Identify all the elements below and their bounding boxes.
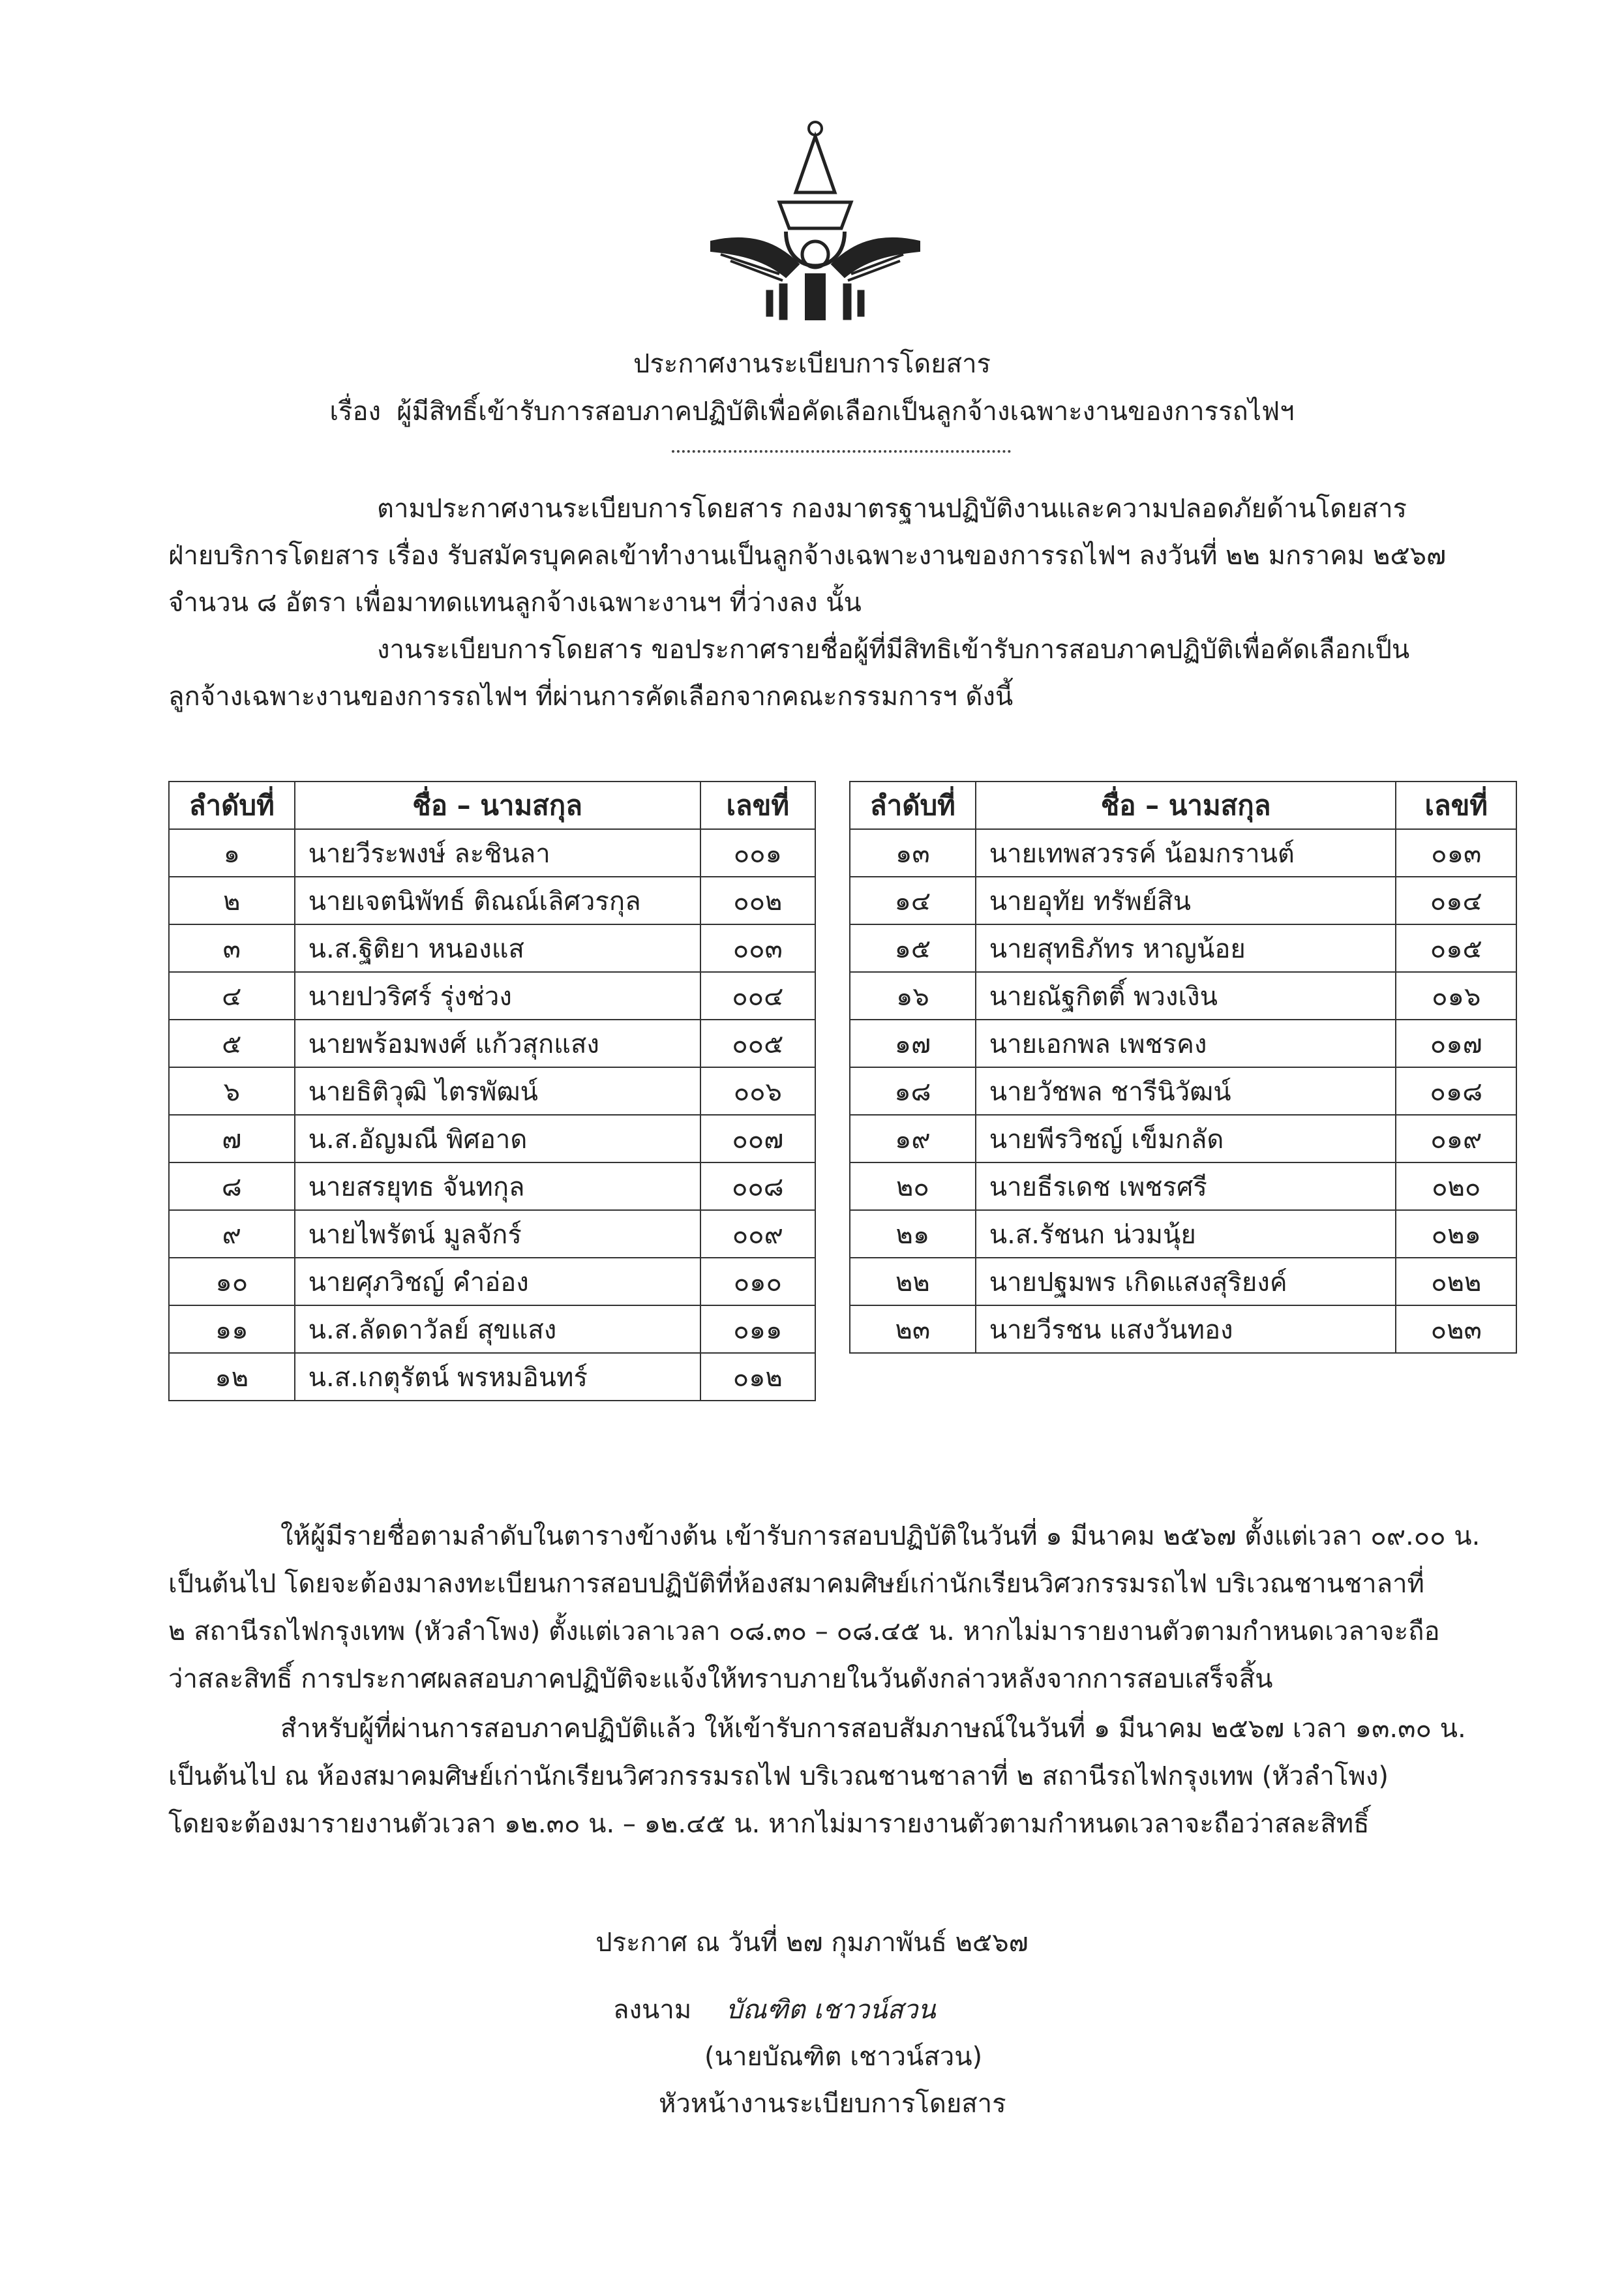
row-number: ๐๒๒ — [1396, 1258, 1516, 1305]
row-number: ๐๑๗ — [1396, 1020, 1516, 1067]
intro-line-4: งานระเบียบการโดยสาร ขอประกาศรายชื่อผู้ที่มีสิทธิเข้ารับการสอบภาคปฏิบัติเพื่อคัดเลือกเป็น — [377, 635, 1410, 665]
intro-line-5: ลูกจ้างเฉพาะงานของการรถไฟฯ ที่ผ่านการคัดเลือกจากคณะกรรมการฯ ดังนี้ — [168, 682, 1014, 712]
table-row — [850, 1258, 1516, 1305]
table-row — [850, 1115, 1516, 1162]
document-title: ประกาศงานระเบียบการโดยสาร — [633, 349, 991, 379]
signer-position: หัวหน้างานระเบียบการโดยสาร — [659, 2089, 1006, 2119]
row-order: ๘ — [169, 1162, 295, 1210]
row-order: ๑๙ — [850, 1115, 976, 1162]
table-row — [850, 924, 1516, 972]
row-order: ๒ — [169, 877, 295, 924]
row-order: ๑๘ — [850, 1067, 976, 1115]
table-header-row — [169, 782, 815, 829]
body-line-4: ว่าสละสิทธิ์ การประกาศผลสอบภาคปฏิบัติจะแจ้งให้ทราบภายในวันดังกล่าวหลังจากการสอบเสร็จสิ้น — [168, 1664, 1273, 1694]
signed-label: ลงนาม — [613, 1995, 692, 2025]
row-number: ๐๐๓ — [700, 924, 815, 972]
row-number: ๐๑๒ — [700, 1353, 815, 1401]
row-name: น.ส.รัชนก น่วมนุ้ย — [976, 1210, 1396, 1258]
announce-date: ประกาศ ณ วันที่ ๒๗ กุมภาพันธ์ ๒๕๖๗ — [595, 1928, 1029, 1958]
table-row — [169, 1115, 815, 1162]
row-number: ๐๑๙ — [1396, 1115, 1516, 1162]
row-order: ๕ — [169, 1020, 295, 1067]
body-line-6: เป็นต้นไป ณ ห้องสมาคมศิษย์เก่านักเรียนวิศวกรรมรถไฟ บริเวณชานชาลาที่ ๒ สถานีรถไฟกรุงเทพ (หัวลำโพง) — [168, 1761, 1389, 1791]
row-order: ๑๖ — [850, 972, 976, 1020]
row-order: ๑๔ — [850, 877, 976, 924]
row-number: ๐๐๑ — [700, 829, 815, 877]
row-order: ๑๑ — [169, 1305, 295, 1353]
row-name: นายวีรชน แสงวันทอง — [976, 1305, 1396, 1353]
row-name: นายไพรัตน์ มูลจักร์ — [295, 1210, 700, 1258]
row-name: นายเทพสวรรค์ น้อมกรานต์ — [976, 829, 1396, 877]
row-name: นายณัฐกิตติ์ พวงเงิน — [976, 972, 1396, 1020]
header-number: เลขที่ — [700, 782, 815, 829]
table-row — [850, 972, 1516, 1020]
row-order: ๔ — [169, 972, 295, 1020]
row-name: นายเอกพล เพชรคง — [976, 1020, 1396, 1067]
row-number: ๐๑๓ — [1396, 829, 1516, 877]
row-number: ๐๑๖ — [1396, 972, 1516, 1020]
row-number: ๐๐๗ — [700, 1115, 815, 1162]
table-row — [169, 1305, 815, 1353]
row-name: นายปวริศร์ รุ่งช่วง — [295, 972, 700, 1020]
row-number: ๐๑๔ — [1396, 877, 1516, 924]
handwritten-signature: บัณฑิต เชาวน์สวน — [725, 1995, 936, 2025]
table-row — [850, 1020, 1516, 1067]
table-row — [169, 1162, 815, 1210]
table-row — [850, 877, 1516, 924]
row-name: นายวัชพล ชารีนิวัฒน์ — [976, 1067, 1396, 1115]
table-row — [169, 877, 815, 924]
row-name: นายเจตนิพัทธ์ ติณณ์เลิศวรกุล — [295, 877, 700, 924]
header-number: เลขที่ — [1396, 782, 1516, 829]
row-name: น.ส.อัญมณี พิศอาด — [295, 1115, 700, 1162]
row-order: ๑๒ — [169, 1353, 295, 1401]
row-order: ๒๒ — [850, 1258, 976, 1305]
header-name: ชื่อ – นามสกุล — [295, 782, 700, 829]
row-order: ๓ — [169, 924, 295, 972]
table-row — [850, 1162, 1516, 1210]
row-number: ๐๐๔ — [700, 972, 815, 1020]
row-number: ๐๒๓ — [1396, 1305, 1516, 1353]
table-header-row — [850, 782, 1516, 829]
row-name: นายอุทัย ทรัพย์สิน — [976, 877, 1396, 924]
table-row — [169, 1067, 815, 1115]
row-order: ๑๕ — [850, 924, 976, 972]
row-name: น.ส.ฐิติยา หนองแส — [295, 924, 700, 972]
row-order: ๑๐ — [169, 1258, 295, 1305]
row-number: ๐๐๖ — [700, 1067, 815, 1115]
row-number: ๐๐๘ — [700, 1162, 815, 1210]
subject-label: เรื่อง — [329, 397, 382, 427]
body-line-5: สำหรับผู้ที่ผ่านการสอบภาคปฏิบัติแล้ว ให้เข้ารับการสอบสัมภาษณ์ในวันที่ ๑ มีนาคม ๒๕๖๗ เวลา ๑๓.๓๐ น. — [280, 1714, 1466, 1744]
row-order: ๒๑ — [850, 1210, 976, 1258]
state-railway-emblem-icon — [708, 114, 923, 336]
signature-block — [613, 1988, 936, 2030]
row-order: ๒๓ — [850, 1305, 976, 1353]
row-name: นายธีรเดช เพชรศรี — [976, 1162, 1396, 1210]
row-order: ๒๐ — [850, 1162, 976, 1210]
intro-line-3: จำนวน ๘ อัตรา เพื่อมาทดแทนลูกจ้างเฉพาะงานฯ ที่ว่างลง นั้น — [168, 588, 862, 618]
dotted-divider — [672, 450, 1011, 453]
candidate-table-left — [168, 781, 816, 1401]
row-order: ๖ — [169, 1067, 295, 1115]
row-order: ๑๗ — [850, 1020, 976, 1067]
row-name: นายวีระพงษ์ ละชินลา — [295, 829, 700, 877]
row-number: ๐๒๐ — [1396, 1162, 1516, 1210]
table-row — [169, 1210, 815, 1258]
row-name: น.ส.ลัดดาวัลย์ สุขแสง — [295, 1305, 700, 1353]
body-line-1: ให้ผู้มีรายชื่อตามลำดับในตารางข้างต้น เข้ารับการสอบปฏิบัติในวันที่ ๑ มีนาคม ๒๕๖๗ ตั้งแต่เวลา ๐๙.๐๐ น. — [280, 1521, 1481, 1551]
table-row — [850, 1305, 1516, 1353]
table-row — [850, 829, 1516, 877]
document-subject — [0, 390, 1624, 432]
header-name: ชื่อ – นามสกุล — [976, 782, 1396, 829]
row-name: น.ส.เกตุรัตน์ พรหมอินทร์ — [295, 1353, 700, 1401]
row-number: ๐๑๘ — [1396, 1067, 1516, 1115]
table-row — [169, 972, 815, 1020]
row-number: ๐๒๑ — [1396, 1210, 1516, 1258]
row-number: ๐๑๑ — [700, 1305, 815, 1353]
row-order: ๙ — [169, 1210, 295, 1258]
body-line-3: ๒ สถานีรถไฟกรุงเทพ (หัวลำโพง) ตั้งแต่เวลาเวลา ๐๘.๓๐ – ๐๘.๔๕ น. หากไม่มารายงานตัวตามกำหนดเวลาจะถือ — [168, 1617, 1440, 1647]
table-row — [169, 1353, 815, 1401]
row-name: นายปฐมพร เกิดแสงสุริยงค์ — [976, 1258, 1396, 1305]
row-name: นายสุทธิภัทร หาญน้อย — [976, 924, 1396, 972]
row-name: นายศุภวิชญ์ คำอ่อง — [295, 1258, 700, 1305]
table-row — [169, 1258, 815, 1305]
row-number: ๐๐๙ — [700, 1210, 815, 1258]
row-name: นายธิติวุฒิ ไตรพัฒน์ — [295, 1067, 700, 1115]
header-order: ลำดับที่ — [850, 782, 976, 829]
row-order: ๗ — [169, 1115, 295, 1162]
row-number: ๐๑๐ — [700, 1258, 815, 1305]
signer-full-name: (นายบัณฑิต เชาวน์สวน) — [704, 2042, 983, 2072]
table-row — [169, 829, 815, 877]
candidate-table-right — [849, 781, 1517, 1354]
row-name: นายพร้อมพงศ์ แก้วสุกแสง — [295, 1020, 700, 1067]
table-row — [850, 1067, 1516, 1115]
row-number: ๐๑๕ — [1396, 924, 1516, 972]
subject-text: ผู้มีสิทธิ์เข้ารับการสอบภาคปฏิบัติเพื่อคัดเลือกเป็นลูกจ้างเฉพาะงานของการรถไฟฯ — [397, 397, 1295, 427]
body-line-2: เป็นต้นไป โดยจะต้องมาลงทะเบียนการสอบปฏิบัติที่ห้องสมาคมศิษย์เก่านักเรียนวิศวกรรมรถไฟ บริเวณชานชาลาที่ — [168, 1569, 1424, 1599]
row-number: ๐๐๕ — [700, 1020, 815, 1067]
intro-line-2: ฝ่ายบริการโดยสาร เรื่อง รับสมัครบุคคลเข้าทำงานเป็นลูกจ้างเฉพาะงานของการรถไฟฯ ลงวันที่ ๒๒ มกราคม ๒๕๖๗ — [168, 541, 1447, 571]
row-order: ๑ — [169, 829, 295, 877]
intro-line-1: ตามประกาศงานระเบียบการโดยสาร กองมาตรฐานปฏิบัติงานและความปลอดภัยด้านโดยสาร — [377, 494, 1407, 524]
row-name: นายพีรวิชญ์ เข็มกลัด — [976, 1115, 1396, 1162]
table-row — [169, 1020, 815, 1067]
row-number: ๐๐๒ — [700, 877, 815, 924]
body-line-7: โดยจะต้องมารายงานตัวเวลา ๑๒.๓๐ น. – ๑๒.๔๕ น. หากไม่มารายงานตัวตามกำหนดเวลาจะถือว่าสละสิทธิ์ — [168, 1809, 1370, 1839]
row-name: นายสรยุทธ จันทกุล — [295, 1162, 700, 1210]
header-order: ลำดับที่ — [169, 782, 295, 829]
table-row — [169, 924, 815, 972]
table-row — [850, 1210, 1516, 1258]
row-order: ๑๓ — [850, 829, 976, 877]
